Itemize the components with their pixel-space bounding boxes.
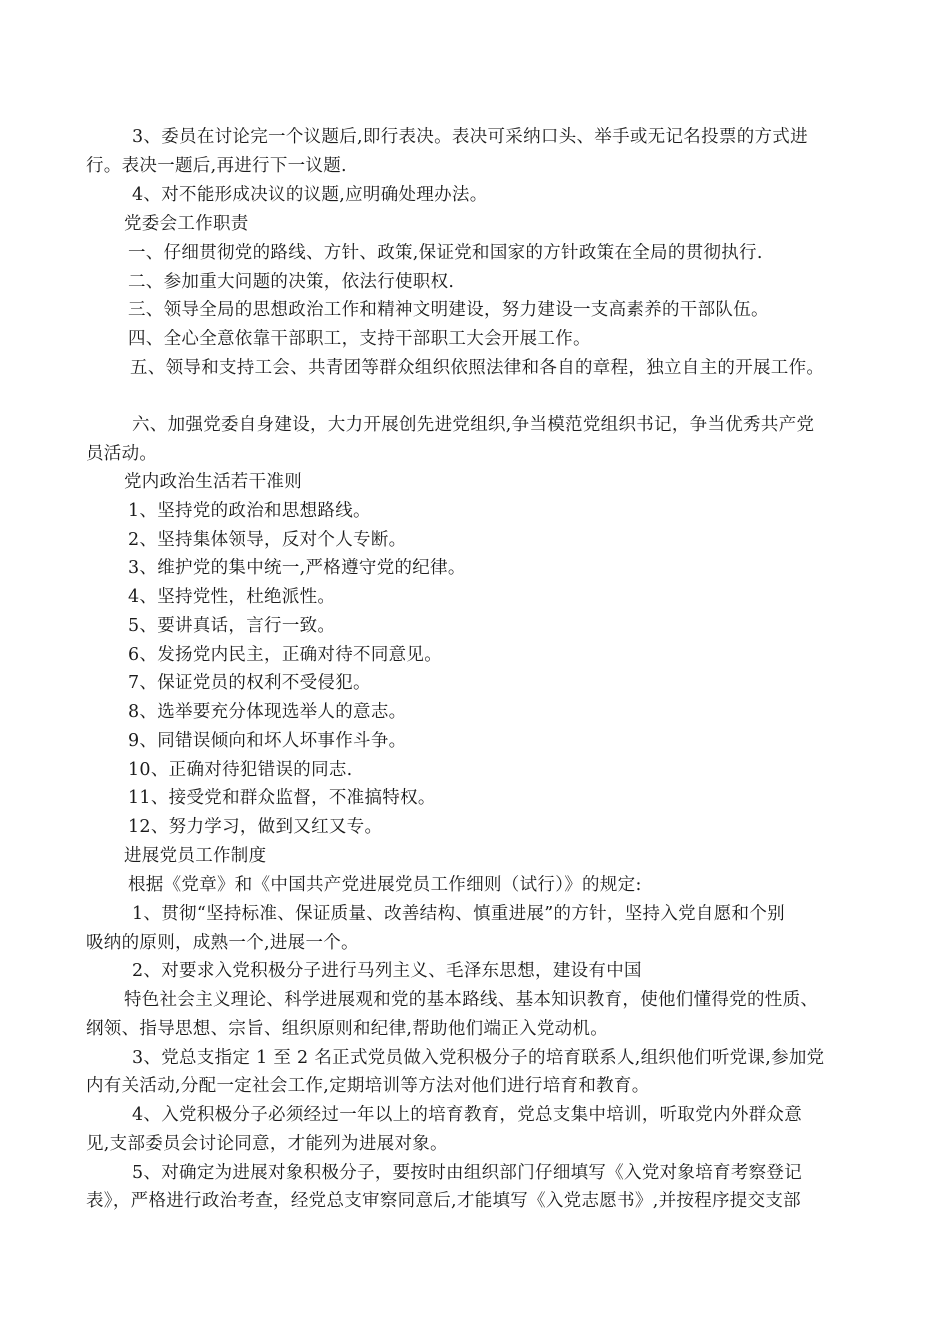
- list-item: 1、坚持党的政治和思想路线。: [128, 501, 371, 521]
- list-item: 6、发扬党内民主，正确对待不同意见。: [128, 645, 443, 665]
- text-line: 五、领导和支持工会、共青团等群众组织依照法律和各自的章程，独立自主的开展工作。: [130, 358, 825, 378]
- text-line: 三、领导全局的思想政治工作和精神文明建设，努力建设一支高素养的干部队伍。: [128, 300, 769, 320]
- text-line: 表》，严格进行政治考查，经党总支审察同意后,才能填写《入党志愿书》,并按程序提交支部: [86, 1191, 801, 1211]
- list-item: 2、坚持集体领导，反对个人专断。: [128, 530, 407, 550]
- list-item: 4、坚持党性，杜绝派性。: [128, 587, 336, 607]
- text-line: 纲领、指导思想、宗旨、组织原则和纪律,帮助他们端正入党动机。: [86, 1019, 609, 1039]
- text-line: 3、委员在讨论完一个议题后,即行表决。表决可采纳口头、举手或无记名投票的方式进: [132, 127, 808, 147]
- text-line: 内有关活动,分配一定社会工作,定期培训等方法对他们进行培育和教育。: [86, 1076, 650, 1096]
- text-line: 2、对要求入党积极分子进行马列主义、毛泽东思想，建设有中国: [132, 961, 642, 981]
- text-line: 3、党总支指定 1 至 2 名正式党员做入党积极分子的培育联系人,组织他们听党课,参加党: [132, 1048, 825, 1068]
- text-line: 特色社会主义理论、科学进展观和党的基本路线、基本知识教育，使他们懂得党的性质、: [124, 990, 819, 1010]
- list-item: 3、维护党的集中统一,严格遵守党的纪律。: [128, 558, 466, 578]
- text-line: 二、参加重大问题的决策，依法行使职权.: [128, 272, 455, 292]
- list-item: 8、选举要充分体现选举人的意志。: [128, 702, 407, 722]
- list-item: 11、接受党和群众监督，不准搞特权。: [128, 788, 436, 808]
- list-item: 10、正确对待犯错误的同志.: [128, 760, 353, 780]
- list-item: 7、保证党员的权利不受侵犯。: [128, 673, 371, 693]
- text-line: 1、贯彻“坚持标准、保证质量、改善结构、慎重进展”的方针，坚持入党自愿和个别: [132, 904, 785, 924]
- section-heading: 党内政治生活若干准则: [124, 472, 302, 492]
- list-item: 9、同错误倾向和坏人坏事作斗争。: [128, 731, 407, 751]
- list-item: 12、努力学习，做到又红又专。: [128, 817, 383, 837]
- text-line: 四、全心全意依靠干部职工，支持干部职工大会开展工作。: [128, 329, 591, 349]
- text-line: 吸纳的原则，成熟一个,进展一个。: [86, 933, 359, 953]
- section-heading: 党委会工作职责: [124, 214, 249, 234]
- section-heading: 进展党员工作制度: [124, 846, 267, 866]
- text-line: 员活动。: [86, 444, 158, 464]
- text-line: 见,支部委员会讨论同意，才能列为进展对象。: [86, 1134, 448, 1154]
- text-line: 六、加强党委自身建设，大力开展创先进党组织,争当模范党组织书记，争当优秀共产党: [132, 415, 815, 435]
- text-line: 一、仔细贯彻党的路线、方针、政策,保证党和国家的方针政策在全局的贯彻执行.: [128, 243, 763, 263]
- text-line: 行。表决一题后,再进行下一议题.: [86, 156, 347, 176]
- list-item: 5、要讲真话，言行一致。: [128, 616, 336, 636]
- text-line: 5、对确定为进展对象积极分子，要按时由组织部门仔细填写《入党对象培育考察登记: [132, 1163, 803, 1183]
- text-line: 4、对不能形成决议的议题,应明确处理办法。: [132, 185, 488, 205]
- text-line: 根据《党章》和《中国共产党进展党员工作细则（试行）》的规定:: [128, 875, 642, 895]
- text-line: 4、入党积极分子必须经过一年以上的培育教育，党总支集中培训，听取党内外群众意: [132, 1105, 803, 1125]
